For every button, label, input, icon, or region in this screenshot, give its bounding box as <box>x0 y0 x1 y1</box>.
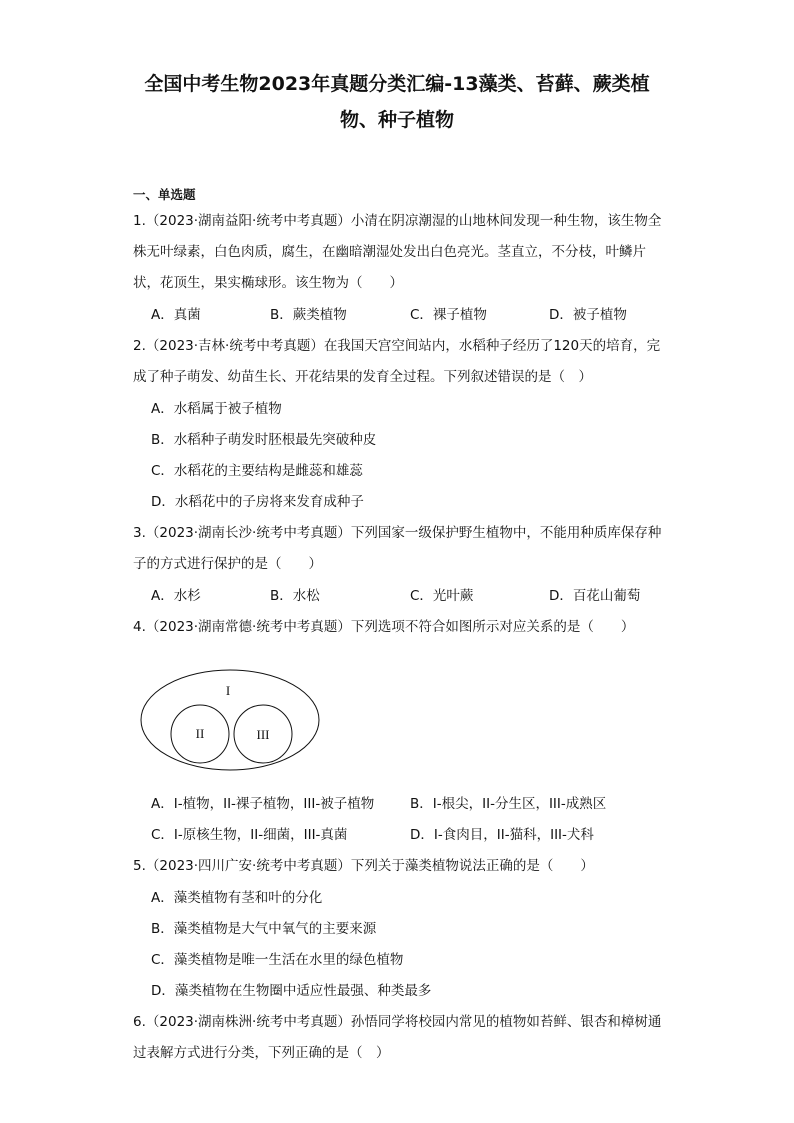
question-4 <box>133 612 668 643</box>
option-d: D．I-食肉目，II-猫科，III-犬科 <box>410 827 594 843</box>
option-b: B．藻类植物是大气中氧气的主要来源 <box>151 921 377 937</box>
option-c: C．光叶蕨 <box>410 588 474 604</box>
page-title <box>100 66 694 138</box>
option-d: D．百花山葡萄 <box>549 588 641 604</box>
question-number: 3. <box>133 525 146 541</box>
option-b: B．蕨类植物 <box>270 307 347 323</box>
question-2 <box>133 331 668 393</box>
question-source: （2023·四川广安·统考中考真题） <box>145 858 351 874</box>
option-b: B．水稻种子萌发时胚根最先突破种皮 <box>151 432 377 448</box>
section-heading: 一、单选题 <box>133 187 196 202</box>
option-d: D．被子植物 <box>549 307 627 323</box>
left-label: II <box>195 726 205 741</box>
question-6 <box>133 1007 668 1069</box>
question-number: 2. <box>133 338 146 354</box>
title-line-2: 物、种子植物 <box>339 109 454 131</box>
question-source: （2023·湖南常德·统考中考真题） <box>145 619 351 635</box>
question-stem: 下列选项不符合如图所示对应关系的是（ ） <box>350 619 635 635</box>
question-5 <box>133 851 668 882</box>
option-c: C．水稻花的主要结构是雌蕊和雄蕊 <box>151 463 363 479</box>
question-1 <box>133 206 668 299</box>
option-b: B．水松 <box>270 588 320 604</box>
question-source: （2023·湖南株洲·统考中考真题） <box>145 1014 351 1030</box>
question-stem: 下列关于藻类植物说法正确的是（ ） <box>350 858 594 874</box>
question-stem: 下列国家一级保护野生植物中，不能用种质库保存种子的方式进行保护的是（ ） <box>133 525 662 572</box>
option-d: D．藻类植物在生物圈中适应性最强、种类最多 <box>151 983 432 999</box>
question-number: 5. <box>133 858 146 874</box>
question-source: （2023·吉林·统考中考真题） <box>145 338 324 354</box>
question-source: （2023·湖南益阳·统考中考真题） <box>145 213 351 229</box>
title-line-1: 全国中考生物2023年真题分类汇编-13藻类、苔藓、蕨类植 <box>144 73 650 95</box>
question-number: 6. <box>133 1014 146 1030</box>
venn-diagram <box>138 668 328 776</box>
option-a: A．真菌 <box>151 307 201 323</box>
right-label: III <box>256 727 270 742</box>
option-c: C．裸子植物 <box>410 307 487 323</box>
outer-label: I <box>225 683 231 698</box>
option-c: C．藻类植物是唯一生活在水里的绿色植物 <box>151 952 404 968</box>
question-source: （2023·湖南长沙·统考中考真题） <box>145 525 351 541</box>
option-a: A．藻类植物有茎和叶的分化 <box>151 890 323 906</box>
question-stem: 小清在阴凉潮湿的山地林间发现一种生物，该生物全株无叶绿素，白色肉质，腐生，在幽暗潮湿处发出白色亮光。茎直立，不分枝，叶鳞片状，花顶生，果实椭球形。该生物为（ ） <box>133 213 662 291</box>
question-number: 4. <box>133 619 146 635</box>
question-3 <box>133 518 668 580</box>
question-stem: 孙悟同学将校园内常见的植物如苔鲜、银杏和樟树通过表解方式进行分类，下列正确的是（ ） <box>133 1014 662 1061</box>
option-c: C．I-原核生物，II-细菌，III-真菌 <box>151 827 348 843</box>
question-number: 1. <box>133 213 146 229</box>
option-a: A．水稻属于被子植物 <box>151 401 282 417</box>
option-a: A．I-植物，II-裸子植物，III-被子植物 <box>151 796 375 812</box>
option-d: D．水稻花中的子房将来发育成种子 <box>151 494 364 510</box>
option-a: A．水杉 <box>151 588 201 604</box>
option-b: B．I-根尖，II-分生区，III-成熟区 <box>410 796 607 812</box>
question-stem: 在我国天宫空间站内，水稻种子经历了120天的培育，完成了种子萌发、幼苗生长、开花结果的发育全过程。下列叙述错误的是（ ） <box>133 338 661 385</box>
